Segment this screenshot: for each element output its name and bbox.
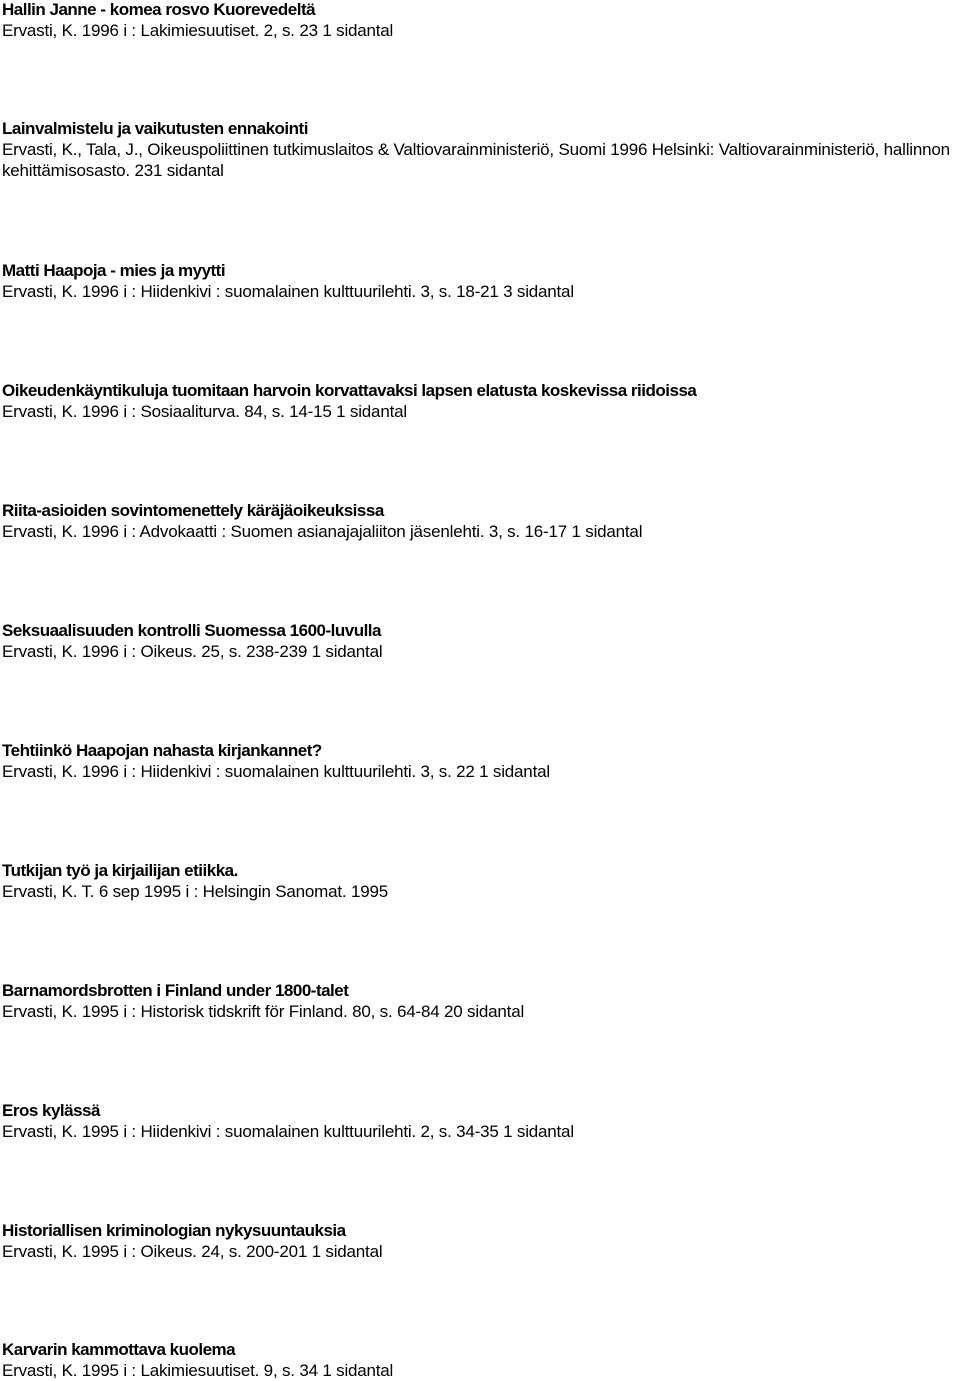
publication-entry <box>2 381 958 422</box>
publication-entry <box>2 741 958 782</box>
publication-citation: Ervasti, K. 1995 i : Lakimiesuutiset. 9, s. 34 1 sidantal <box>2 1361 394 1380</box>
publication-citation: Ervasti, K. 1996 i : Oikeus. 25, s. 238-239 1 sidantal <box>2 642 383 661</box>
publication-title: Eros kylässä <box>2 1101 100 1120</box>
publication-title: Tutkijan työ ja kirjailijan etiikka. <box>2 861 238 880</box>
publication-citation: Ervasti, K. 1995 i : Oikeus. 24, s. 200-201 1 sidantal <box>2 1242 383 1261</box>
publication-entry <box>2 119 958 181</box>
publication-title: Matti Haapoja - mies ja myytti <box>2 261 226 280</box>
publication-entry <box>2 261 958 302</box>
publication-citation: Ervasti, K. 1996 i : Hiidenkivi : suomalainen kulttuurilehti. 3, s. 18-21 3 sidantal <box>2 282 574 301</box>
publication-title: Seksuaalisuuden kontrolli Suomessa 1600-luvulla <box>2 621 381 640</box>
publication-title: Historiallisen kriminologian nykysuuntauksia <box>2 1221 346 1240</box>
publication-citation: Ervasti, K., Tala, J., Oikeuspoliittinen tutkimuslaitos & Valtiovarainministeriö, Suomi 1996 Helsinki: Valtiovarainministeriö, hallinnon kehittämisosasto. 231 sidantal <box>2 140 950 180</box>
publication-citation: Ervasti, K. 1996 i : Advokaatti : Suomen asianajajaliiton jäsenlehti. 3, s. 16-17 1 sidantal <box>2 522 643 541</box>
publication-title: Karvarin kammottava kuolema <box>2 1340 236 1359</box>
publication-title: Riita-asioiden sovintomenettely käräjäoikeuksissa <box>2 501 384 520</box>
publication-entry <box>2 1101 958 1142</box>
publication-citation: Ervasti, K. 1996 i : Sosiaaliturva. 84, s. 14-15 1 sidantal <box>2 402 407 421</box>
publication-entry <box>2 1340 958 1381</box>
publication-citation: Ervasti, K. 1995 i : Hiidenkivi : suomalainen kulttuurilehti. 2, s. 34-35 1 sidantal <box>2 1122 574 1141</box>
publication-citation: Ervasti, K. 1996 i : Lakimiesuutiset. 2, s. 23 1 sidantal <box>2 21 394 40</box>
publication-citation: Ervasti, K. 1996 i : Hiidenkivi : suomalainen kulttuurilehti. 3, s. 22 1 sidantal <box>2 762 550 781</box>
publication-entry <box>2 621 958 662</box>
publication-title: Lainvalmistelu ja vaikutusten ennakointi <box>2 119 308 138</box>
publication-citation: Ervasti, K. 1995 i : Historisk tidskrift för Finland. 80, s. 64-84 20 sidantal <box>2 1002 525 1021</box>
publication-entry <box>2 1221 958 1262</box>
publication-citation: Ervasti, K. T. 6 sep 1995 i : Helsingin Sanomat. 1995 <box>2 882 388 901</box>
publication-entry <box>2 861 958 902</box>
publication-title: Hallin Janne - komea rosvo Kuorevedeltä <box>2 0 316 19</box>
publication-title: Tehtiinkö Haapojan nahasta kirjankannet? <box>2 741 322 760</box>
publication-title: Oikeudenkäyntikuluja tuomitaan harvoin korvattavaksi lapsen elatusta koskevissa riidoissa <box>2 381 697 400</box>
publication-title: Barnamordsbrotten i Finland under 1800-talet <box>2 981 349 1000</box>
publication-entry <box>2 0 958 41</box>
publication-entry <box>2 501 958 542</box>
publication-entry <box>2 981 958 1022</box>
